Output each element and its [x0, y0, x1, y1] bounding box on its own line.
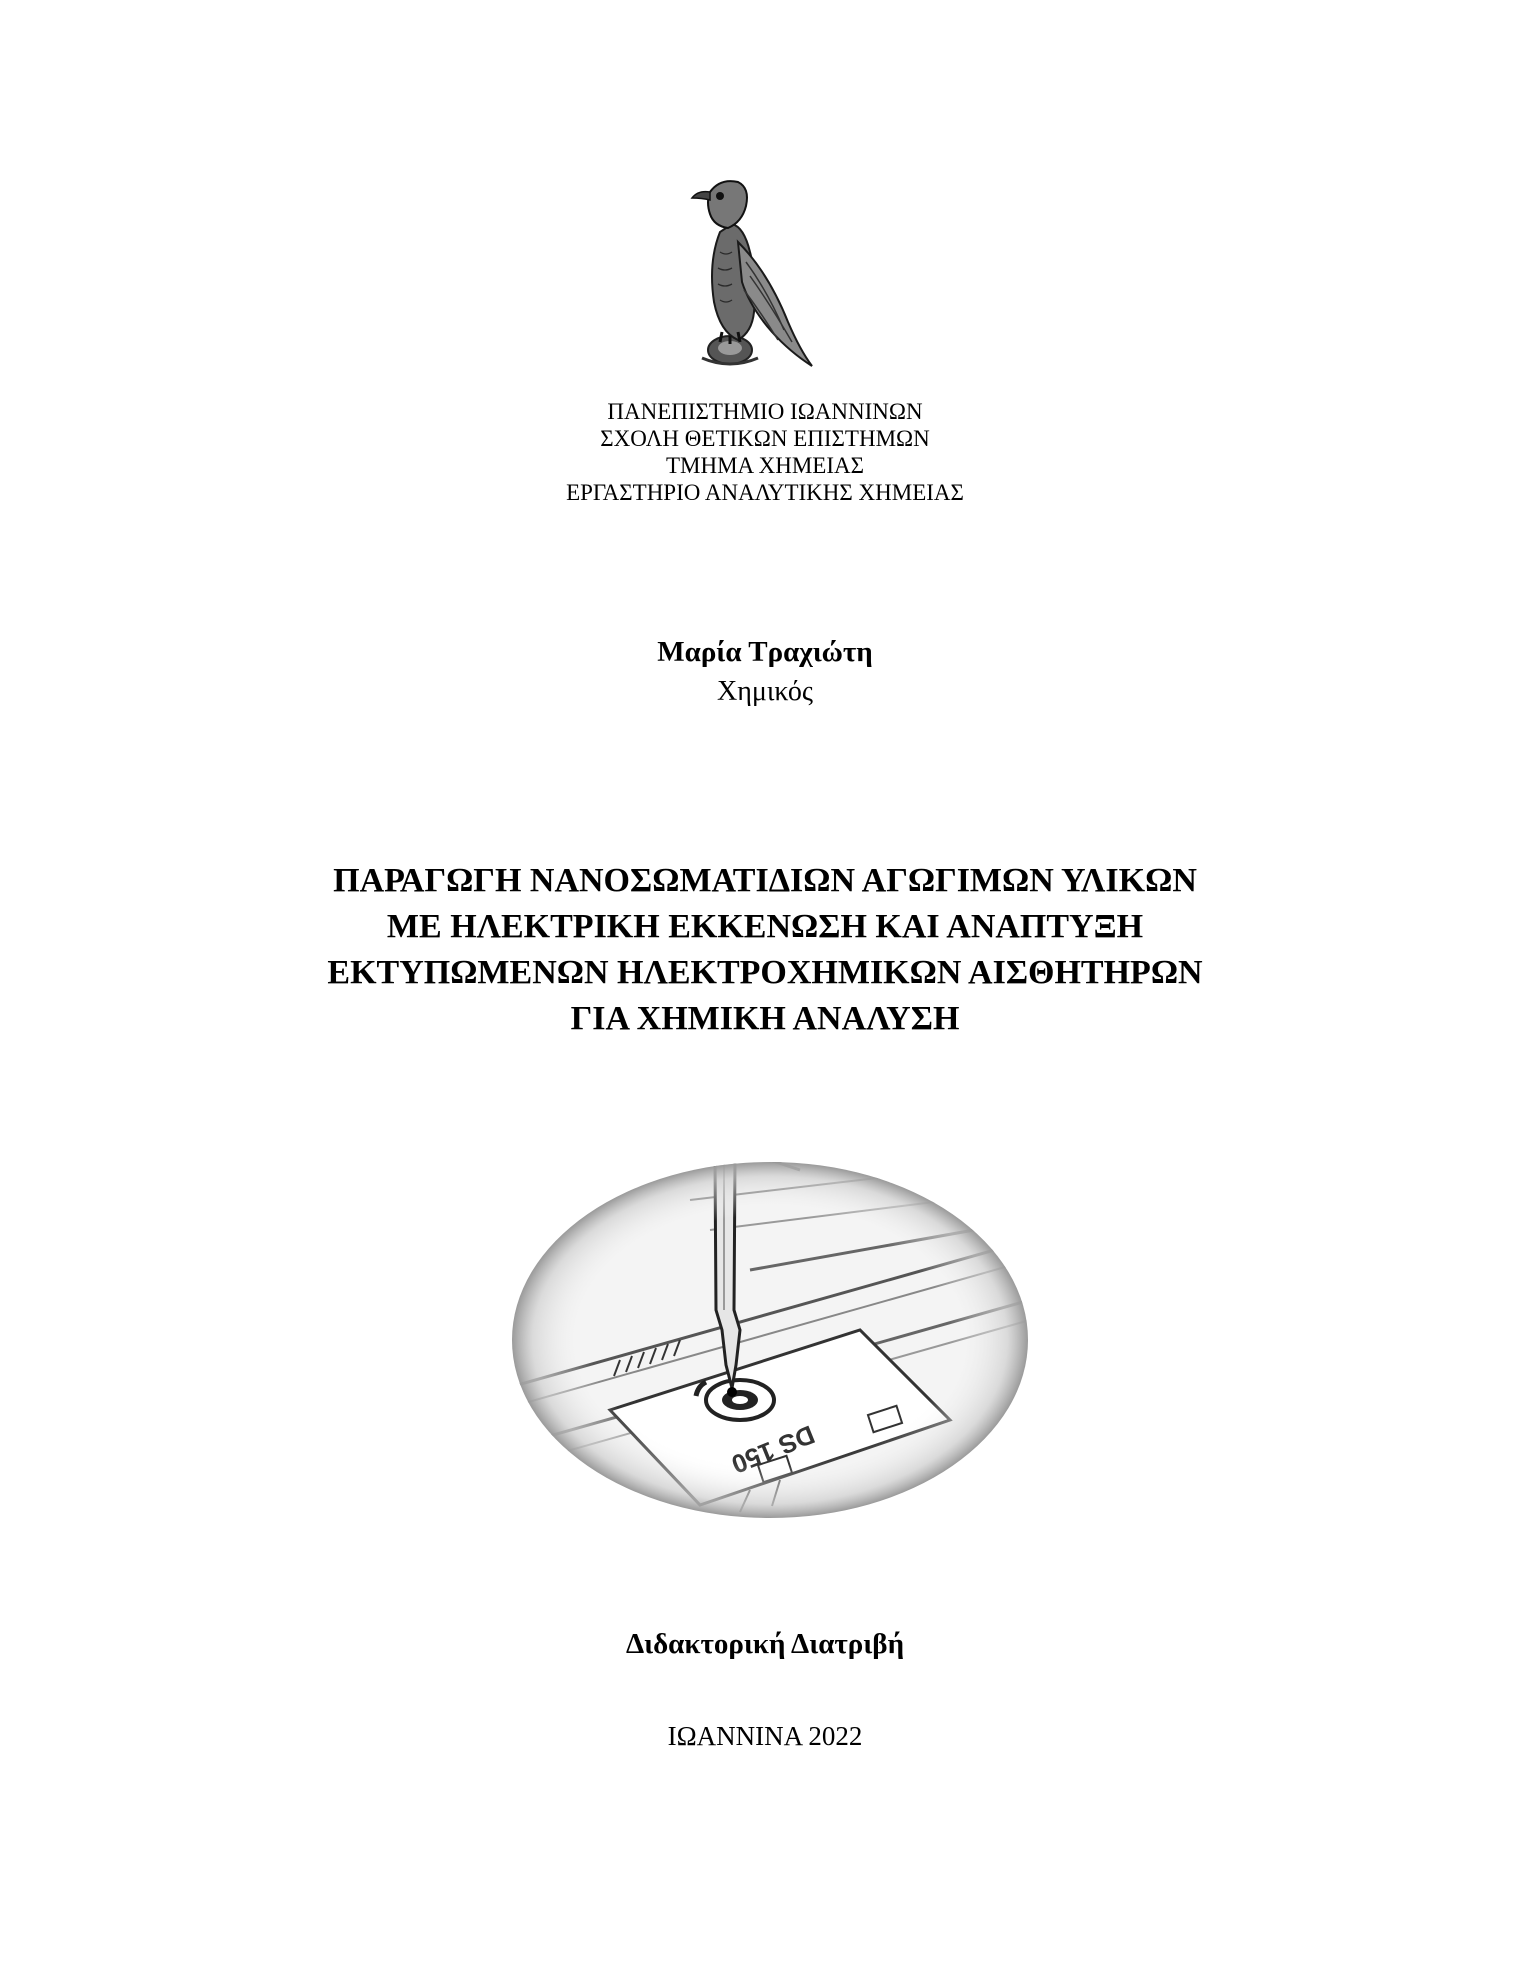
thesis-title [0, 858, 1530, 1042]
title-line: ΠΑΡΑΓΩΓΗ ΝΑΝΟΣΩΜΑΤΙΔΙΩΝ ΑΓΩΓΙΜΩΝ ΥΛΙΚΩΝ [333, 862, 1197, 899]
author-role: Χημικός [717, 676, 813, 707]
electrode-spark-illustration [510, 1160, 1030, 1520]
school-name: ΣΧΟΛΗ ΘΕΤΙΚΩΝ ΕΠΙΣΤΗΜΩΝ [600, 426, 930, 451]
author-name: Μαρία Τραχιώτη [657, 636, 873, 668]
laboratory-name: ΕΡΓΑΣΤΗΡΙΟ ΑΝΑΛΥΤΙΚΗΣ ΧΗΜΕΙΑΣ [566, 480, 964, 505]
title-line: ΓΙΑ ΧΗΜΙΚΗ ΑΝΑΛΥΣΗ [570, 1000, 960, 1037]
document-type: Διδακτορική Διατριβή [625, 1628, 905, 1660]
title-line: ΜΕ ΗΛΕΚΤΡΙΚΗ ΕΚΚΕΝΩΣΗ ΚΑΙ ΑΝΑΠΤΥΞΗ [386, 908, 1144, 945]
owl-emblem-icon [680, 172, 832, 372]
place-year: ΙΩΑΝΝΙΝΑ 2022 [667, 1721, 863, 1751]
department-name: ΤΜΗΜΑ ΧΗΜΕΙΑΣ [665, 453, 865, 478]
institution-block [0, 398, 1530, 506]
title-line: ΕΚΤΥΠΩΜΕΝΩΝ ΗΛΕΚΤΡΟΧΗΜΙΚΩΝ ΑΙΣΘΗΤΗΡΩΝ [327, 954, 1203, 991]
university-name: ΠΑΝΕΠΙΣΤΗΜΙΟ ΙΩΑΝΝΙΝΩΝ [607, 399, 923, 424]
author-block [0, 632, 1530, 712]
